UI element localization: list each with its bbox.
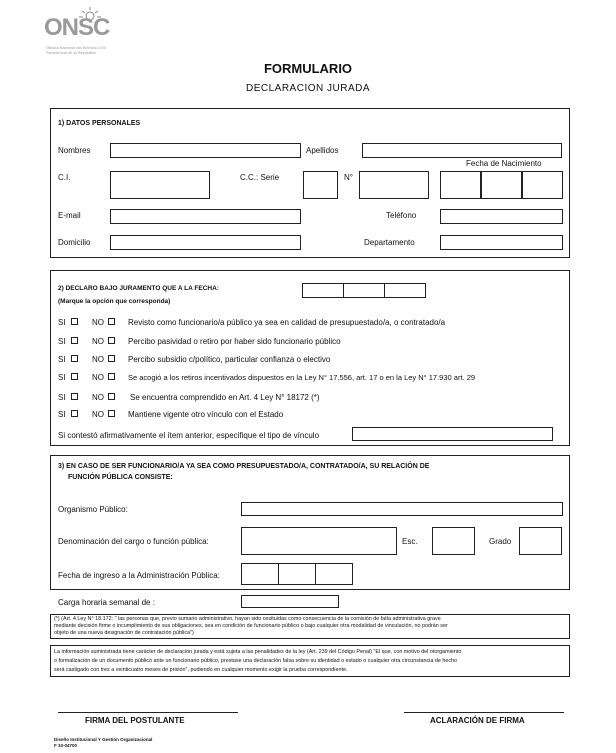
no-checkbox[interactable] [108, 373, 115, 380]
affirmative-note: Si contestó afirmativamente el ítem anterior, especifique el tipo de vínculo [58, 431, 320, 440]
organismo-field[interactable] [241, 502, 563, 516]
note-line: mediante decisión firme o incumplimiento de sus obligaciones, sea en condición de funcionario público o bajo cualquier otra modalidad de vinculación, no podrán ser [54, 623, 448, 629]
cc-serie-field[interactable] [303, 171, 338, 199]
cc-numero-field[interactable] [359, 171, 429, 199]
no-label: NO [92, 373, 104, 382]
fecha-declaracion-anio[interactable] [384, 283, 426, 298]
si-checkbox[interactable] [71, 373, 78, 380]
label-nombres: Nombres [58, 146, 91, 155]
si-label: SI [58, 410, 66, 419]
section-heading: 3) EN CASO DE SER FUNCIONARIO/A YA SEA COMO PRESUPUESTADO/A, CONTRATADO/A, SU RELACIÓN DE [58, 463, 430, 470]
option-text: Percibo pasividad o retiro por haber sido funcionario público [128, 337, 341, 346]
note-line: o formalización de un documento público ante un funcionario público, prestase una declaración falsa sobre su identidad o estado o cualquier otra circunstancia de hecho [54, 658, 458, 664]
label-denominacion: Denominación del cargo o función pública: [58, 537, 209, 546]
si-checkbox[interactable] [71, 337, 78, 344]
label-email: E-mail [58, 211, 81, 220]
note-line: será castigado con tres a veinticuatro meses de prisión", pudiendo en cualquier momento exigir la prueba correspondiente. [54, 667, 348, 673]
si-checkbox[interactable] [71, 355, 78, 362]
note-line: (*) (Art. 4 Ley N° 18.172: " las personas que, previo sumario administrativo, hayan sido cesituidas como consecuencia de la comisión de falta administrativa grave [54, 616, 441, 622]
fecha-mes-field[interactable] [481, 171, 522, 199]
fecha-declaracion-mes[interactable] [343, 283, 385, 298]
option-text: Se encuentra comprendido en Art. 4 Ley N° 18172 (*) [130, 393, 320, 402]
section-subheading: (Marque la opción que corresponda) [58, 298, 171, 305]
label-apellidos: Apellidos [306, 146, 339, 155]
section-heading: FUNCIÓN PÚBLICA CONSISTE: [68, 474, 173, 481]
si-label: SI [58, 318, 66, 327]
logo-subtitle: Presidencia de la República [46, 50, 96, 55]
si-label: SI [58, 393, 66, 402]
label-esc: Esc. [402, 537, 418, 546]
carga-horaria-field[interactable] [241, 595, 339, 608]
grado-field[interactable] [519, 527, 562, 555]
fecha-ingreso-dia[interactable] [241, 563, 279, 585]
label-grado: Grado [489, 537, 512, 546]
apellidos-field[interactable] [362, 143, 562, 158]
telefono-field[interactable] [440, 209, 563, 224]
label-fecha-ingreso: Fecha de ingreso a la Administración Pública: [58, 571, 220, 580]
no-label: NO [92, 410, 104, 419]
option-text: Revisto como funcionario/a público ya sea en calidad de presupuestado/a, o contratado/a [128, 318, 446, 327]
aclaracion-line [404, 712, 564, 713]
fecha-ingreso-mes[interactable] [278, 563, 316, 585]
note-line: La información suministrada tiene carácter de declaración jurada y está sujeta a las penalidades de la ley (Art. 239 del Código Penal) "El que, con motivo del otorgamiento [54, 649, 462, 655]
fecha-declaracion-dia[interactable] [302, 283, 344, 298]
no-checkbox[interactable] [108, 318, 115, 325]
si-checkbox[interactable] [71, 393, 78, 400]
denominacion-field[interactable] [241, 527, 397, 555]
no-label: NO [92, 355, 104, 364]
esc-field[interactable] [432, 527, 475, 555]
domicilio-field[interactable] [110, 235, 301, 250]
firma-label: FIRMA DEL POSTULANTE [85, 716, 185, 725]
si-label: SI [58, 373, 66, 382]
label-domicilio: Domicilio [58, 238, 91, 247]
no-label: NO [92, 393, 104, 402]
section-heading: 2) DECLARO BAJO JURAMENTO QUE A LA FECHA: [58, 285, 219, 292]
label-numero: N° [344, 173, 353, 182]
logo-subtitle: Oficina Nacional del Servicio Civil [46, 45, 106, 50]
email-field[interactable] [110, 209, 301, 224]
fecha-dia-field[interactable] [440, 171, 481, 199]
option-text: Percibo subsidio c/político, particular confianza o electivo [128, 355, 331, 364]
footer-text: Diseño Institucional Y Gestión Organizacional [54, 737, 153, 742]
logo-text: ONSC [44, 14, 110, 41]
label-carga-horaria: Carga horaria semanal de : [58, 598, 155, 607]
no-label: NO [92, 318, 104, 327]
si-label: SI [58, 337, 66, 346]
fecha-anio-field[interactable] [522, 171, 563, 199]
tipo-vinculo-field[interactable] [352, 427, 553, 441]
label-ci: C.I. [58, 173, 71, 182]
label-cc-serie: C.C.: Serie [240, 173, 280, 182]
firma-line [58, 712, 238, 713]
si-checkbox[interactable] [71, 318, 78, 325]
no-checkbox[interactable] [108, 355, 115, 362]
label-organismo: Organismo Público: [58, 505, 128, 514]
page-title: FORMULARIO [263, 61, 353, 76]
page-subtitle: DECLARACION JURADA [245, 83, 371, 94]
footer-code: F 10-04700 [54, 743, 78, 748]
section-heading: 1) DATOS PERSONALES [58, 120, 141, 127]
departamento-field[interactable] [440, 235, 563, 250]
ci-field[interactable] [110, 171, 210, 199]
no-label: NO [92, 337, 104, 346]
fecha-ingreso-anio[interactable] [315, 563, 353, 585]
note-line: objeto de una nueva designación de contratación pública") [54, 630, 194, 636]
no-checkbox[interactable] [108, 410, 115, 417]
label-departamento: Departamento [364, 238, 415, 247]
no-checkbox[interactable] [108, 337, 115, 344]
label-fecha-nacimiento: Fecha de Nacimiento [466, 159, 542, 168]
option-text: Mantiene vigente otro vínculo con el Estado [128, 410, 284, 419]
si-label: SI [58, 355, 66, 364]
aclaracion-label: ACLARACIÓN DE FIRMA [430, 716, 525, 725]
option-text: Se acogió a los retiros incentivados dispuestos en la Ley N° 17.556, art. 17 o en la Ley N° 17.930 art. 29 [128, 373, 476, 382]
no-checkbox[interactable] [108, 393, 115, 400]
label-telefono: Teléfono [386, 211, 417, 220]
nombres-field[interactable] [110, 143, 301, 158]
si-checkbox[interactable] [71, 410, 78, 417]
